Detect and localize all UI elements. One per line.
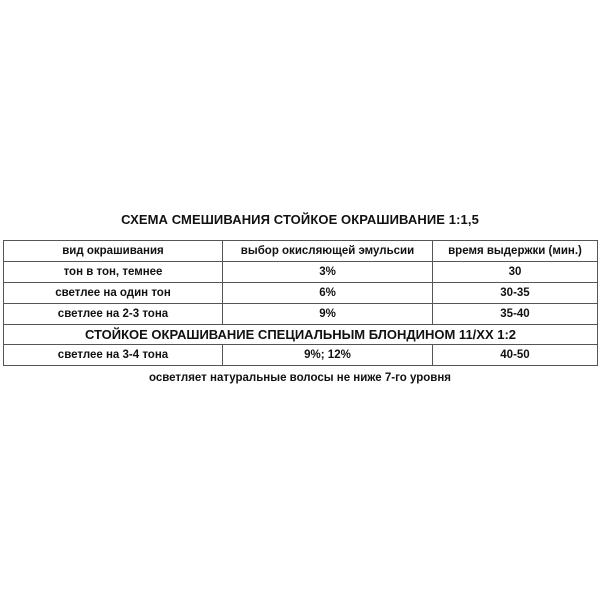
cell-exposure-time: 30 <box>433 262 598 283</box>
table-row <box>4 304 598 325</box>
cell-oxidizing-emulsion: 3% <box>223 262 433 283</box>
cell-oxidizing-emulsion: 6% <box>223 283 433 304</box>
cell-exposure-time: 30-35 <box>433 283 598 304</box>
footnote: осветляет натуральные волосы не ниже 7-го уровня <box>149 372 451 384</box>
mixing-table <box>3 240 598 366</box>
cell-coloring-type: светлее на 3-4 тона <box>4 345 223 366</box>
header-exposure-time: время выдержки (мин.) <box>433 241 598 262</box>
cell-coloring-type: тон в тон, темнее <box>4 262 223 283</box>
page-title: СХЕМА СМЕШИВАНИЯ СТОЙКОЕ ОКРАШИВАНИЕ 1:1,5 <box>121 212 479 227</box>
table-section-row <box>4 325 598 345</box>
cell-oxidizing-emulsion: 9%; 12% <box>223 345 433 366</box>
cell-exposure-time: 35-40 <box>433 304 598 325</box>
cell-coloring-type: светлее на 2-3 тона <box>4 304 223 325</box>
cell-oxidizing-emulsion: 9% <box>223 304 433 325</box>
header-oxidizing-emulsion: выбор окисляющей эмульсии <box>223 241 433 262</box>
cell-coloring-type: светлее на один тон <box>4 283 223 304</box>
table-row <box>4 345 598 366</box>
cell-exposure-time: 40-50 <box>433 345 598 366</box>
table-header-row <box>4 241 598 262</box>
header-coloring-type: вид окрашивания <box>4 241 223 262</box>
section-title: СТОЙКОЕ ОКРАШИВАНИЕ СПЕЦИАЛЬНЫМ БЛОНДИНОМ 11/ХХ 1:2 <box>4 325 598 345</box>
table-row <box>4 262 598 283</box>
table-row <box>4 283 598 304</box>
